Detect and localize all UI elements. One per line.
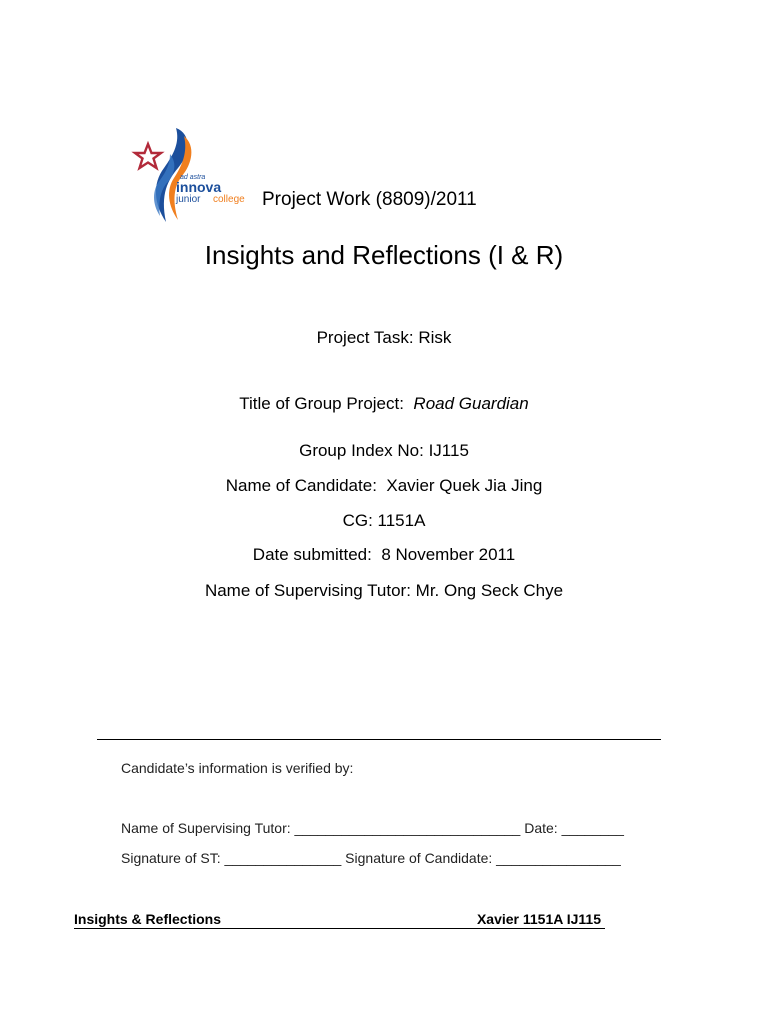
cg-label: CG:: [342, 511, 373, 530]
tutor-date-line: Name of Supervising Tutor: _____________________________ Date: ________: [121, 820, 624, 836]
date-submitted-value: 8 November 2011: [381, 545, 516, 564]
group-index-value: IJ115: [428, 441, 469, 460]
verified-by-text: Candidate’s information is verified by:: [121, 760, 354, 776]
group-project-title-value: Road Guardian: [413, 394, 529, 413]
cg: [0, 511, 768, 531]
document-title: Insights and Reflections (I & R): [204, 240, 564, 270]
project-work-heading: Project Work (8809)/2011: [262, 189, 477, 210]
project-task-label: Project Task:: [316, 328, 414, 347]
candidate-name-label: Name of Candidate:: [225, 476, 377, 495]
candidate-name-value: Xavier Quek Jia Jing: [386, 476, 543, 495]
logo-name: innova: [176, 179, 222, 195]
logo-junior: junior: [176, 194, 201, 205]
date-submitted: [0, 545, 768, 565]
group-index-label: Group Index No:: [299, 441, 424, 460]
divider: [97, 739, 661, 740]
logo-graphic: [130, 124, 262, 226]
signature-line: Signature of ST: _______________ Signature of Candidate: ________________: [121, 850, 621, 866]
project-task-value: Risk: [418, 328, 452, 347]
star-icon: [135, 144, 161, 168]
date-submitted-label: Date submitted:: [252, 545, 372, 564]
supervising-tutor: [0, 581, 768, 601]
cg-value: 1151A: [377, 511, 426, 530]
school-logo: [130, 124, 262, 226]
group-index: [0, 441, 768, 461]
logo-motto: ad astra: [180, 174, 206, 181]
footer-candidate-info: Xavier 1151A IJ115: [476, 911, 601, 927]
group-project-title: [0, 394, 768, 414]
logo-college: college: [213, 194, 245, 205]
supervising-tutor-label: Name of Supervising Tutor:: [204, 581, 411, 600]
supervising-tutor-value: Mr. Ong Seck Chye: [415, 581, 564, 600]
candidate-name: [0, 476, 768, 496]
page-footer: [74, 911, 605, 929]
project-task: [0, 328, 768, 348]
footer-title: Insights & Reflections: [74, 911, 222, 927]
group-project-title-label: Title of Group Project:: [239, 394, 404, 413]
